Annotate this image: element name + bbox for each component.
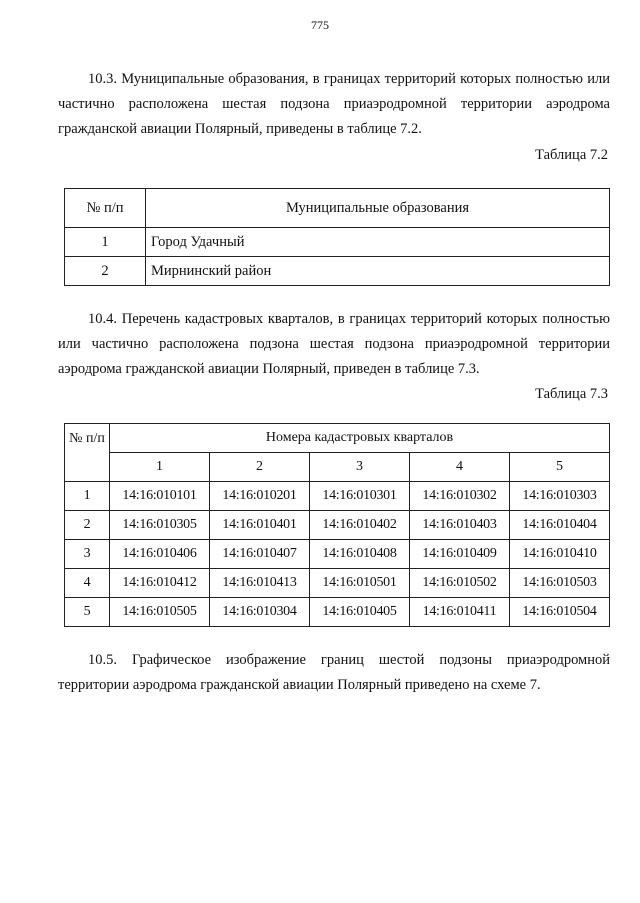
- table-cell: 5: [65, 598, 110, 627]
- table-7-3-caption: Таблица 7.3: [535, 386, 608, 402]
- table-cell: 14:16:010408: [310, 540, 410, 569]
- table-cell: 2: [65, 511, 110, 540]
- paragraph-10-5: 10.5. Графическое изображение границ шестой подзоны приаэродромной территории аэродрома гражданской авиации Полярный приведено на схеме 7.: [58, 652, 610, 693]
- table-cell: 14:16:010404: [510, 511, 610, 540]
- table-cell: 2: [65, 257, 146, 286]
- header-cell-number: № п/п: [65, 424, 110, 482]
- table-header-row: [65, 424, 610, 453]
- page-number: 775: [311, 18, 329, 32]
- table-cell: 14:16:010502: [410, 569, 510, 598]
- table-cell: 14:16:010409: [410, 540, 510, 569]
- table-row: [65, 228, 610, 257]
- table-cell: 14:16:010406: [110, 540, 210, 569]
- subheader-cell: 2: [210, 453, 310, 482]
- table-cell: 3: [65, 540, 110, 569]
- table-cell: 1: [65, 228, 146, 257]
- table-cell: 14:16:010301: [310, 482, 410, 511]
- header-cell-municipalities: Муниципальные образования: [146, 189, 610, 228]
- table-cell: Мирнинский район: [146, 257, 610, 286]
- table-header-row: [65, 189, 610, 228]
- table-row: [65, 511, 610, 540]
- table-cell: 1: [65, 482, 110, 511]
- table-row: [65, 540, 610, 569]
- table-cell: 14:16:010503: [510, 569, 610, 598]
- subheader-cell: 5: [510, 453, 610, 482]
- table-cell: 14:16:010501: [310, 569, 410, 598]
- table-cell: 14:16:010302: [410, 482, 510, 511]
- table-cell: 14:16:010101: [110, 482, 210, 511]
- table-cell: 14:16:010411: [410, 598, 510, 627]
- table-cell: 14:16:010201: [210, 482, 310, 511]
- table-cell: 4: [65, 569, 110, 598]
- table-7-3: [64, 423, 610, 627]
- table-row: [65, 569, 610, 598]
- table-cell: 14:16:010305: [110, 511, 210, 540]
- table-row: [65, 598, 610, 627]
- table-subheader-row: [65, 453, 610, 482]
- table-cell: Город Удачный: [146, 228, 610, 257]
- table-cell: 14:16:010505: [110, 598, 210, 627]
- table-cell: 14:16:010403: [410, 511, 510, 540]
- table-cell: 14:16:010410: [510, 540, 610, 569]
- paragraph-10-3: 10.3. Муниципальные образования, в границах территорий которых полностью или частично расположена шестая подзона приаэродромной территории аэродрома гражданской авиации Полярный, приведены в таблице 7.2.: [58, 71, 610, 137]
- table-cell: 14:16:010413: [210, 569, 310, 598]
- table-cell: 14:16:010303: [510, 482, 610, 511]
- table-cell: 14:16:010401: [210, 511, 310, 540]
- table-7-2-caption: Таблица 7.2: [535, 147, 608, 163]
- table-row: [65, 482, 610, 511]
- table-cell: 14:16:010405: [310, 598, 410, 627]
- table-cell: 14:16:010304: [210, 598, 310, 627]
- table-cell: 14:16:010504: [510, 598, 610, 627]
- paragraph-10-4: 10.4. Перечень кадастровых кварталов, в границах территорий которых полностью или частично расположена подзона шестая подзона приаэродромной территории аэродрома гражданской авиации Полярный, приведен в таблице 7.3.: [58, 311, 610, 377]
- header-cell-number: № п/п: [65, 189, 146, 228]
- table-7-2: [64, 188, 610, 286]
- subheader-cell: 4: [410, 453, 510, 482]
- table-cell: 14:16:010402: [310, 511, 410, 540]
- subheader-cell: 3: [310, 453, 410, 482]
- header-cell-cadastral-quarters: Номера кадастровых кварталов: [110, 424, 610, 453]
- table-cell: 14:16:010407: [210, 540, 310, 569]
- table-cell: 14:16:010412: [110, 569, 210, 598]
- subheader-cell: 1: [110, 453, 210, 482]
- table-row: [65, 257, 610, 286]
